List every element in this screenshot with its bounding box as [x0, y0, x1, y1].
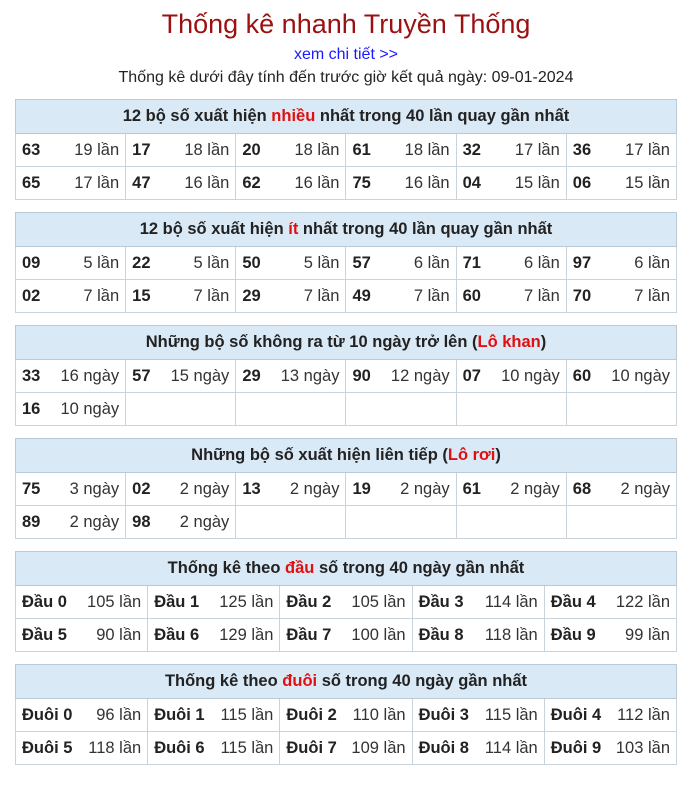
count-value: 2 ngày: [620, 479, 670, 498]
stat-cell: [280, 732, 412, 765]
stat-cell: [126, 247, 236, 280]
count-value: 129 lần: [219, 625, 274, 644]
count-value: 115 lần: [484, 705, 538, 724]
count-value: 105 lần: [87, 592, 142, 611]
stat-cell: [16, 247, 126, 280]
number-value: 57: [352, 253, 371, 272]
stat-cell: [280, 619, 412, 652]
number-value: 71: [462, 253, 481, 272]
stat-cell: [236, 360, 346, 393]
count-value: 17 lần: [514, 140, 560, 159]
number-value: 29: [242, 286, 261, 305]
count-value: 18 lần: [404, 140, 450, 159]
count-value: 12 ngày: [390, 366, 450, 385]
count-value: 5 lần: [193, 253, 230, 272]
count-value: 100 lần: [351, 625, 406, 644]
count-value: 125 lần: [219, 592, 274, 611]
stat-cell: [16, 619, 148, 652]
count-value: 16 lần: [404, 173, 450, 192]
stat-cell: [456, 134, 566, 167]
most-frequent-header: [16, 100, 677, 134]
count-value: 7 lần: [413, 286, 450, 305]
label-value: Đầu 8: [418, 625, 464, 644]
header-text: nhất trong 40 lần quay gần nhất: [315, 107, 570, 125]
stat-cell: [456, 247, 566, 280]
header-text: Những bộ số không ra từ 10 ngày trở lên (: [145, 333, 478, 351]
stat-cell: [544, 699, 676, 732]
stat-cell: [566, 134, 676, 167]
stat-cell: [566, 167, 676, 200]
number-value: 98: [132, 512, 151, 531]
empty-cell: [566, 506, 676, 539]
number-value: 57: [132, 366, 151, 385]
number-value: 06: [572, 173, 592, 192]
header-highlight: nhiều: [271, 107, 316, 125]
empty-cell: [456, 393, 566, 426]
duoi-stats-table: [15, 664, 677, 765]
count-value: 118 lần: [88, 738, 142, 757]
number-value: 33: [22, 366, 41, 385]
stat-cell: [16, 506, 126, 539]
count-value: 105 lần: [351, 592, 406, 611]
stat-cell: [16, 473, 126, 506]
number-value: 47: [132, 173, 151, 192]
label-value: Đầu 2: [286, 592, 332, 611]
table-row: [16, 167, 677, 200]
count-value: 15 lần: [625, 173, 670, 192]
count-value: 2 ngày: [510, 479, 560, 498]
empty-cell: [126, 393, 236, 426]
page-title: Thống kê nhanh Truyền Thống: [161, 9, 531, 39]
number-value: 75: [22, 479, 41, 498]
empty-cell: [456, 506, 566, 539]
stat-cell: [544, 586, 676, 619]
number-value: 09: [22, 253, 41, 272]
stat-cell: [236, 473, 346, 506]
number-value: 63: [22, 140, 41, 159]
count-value: 10 ngày: [501, 366, 560, 385]
least-frequent-header: [16, 213, 677, 247]
empty-cell: [236, 393, 346, 426]
stat-cell: [16, 134, 126, 167]
count-value: 6 lần: [413, 253, 450, 272]
label-value: Đầu 3: [418, 592, 464, 611]
label-value: Đầu 1: [154, 592, 200, 611]
label-value: Đuôi 4: [550, 705, 602, 724]
count-value: 114 lần: [484, 738, 538, 757]
stat-cell: [456, 360, 566, 393]
stat-cell: [280, 699, 412, 732]
count-value: 110 lần: [352, 705, 406, 724]
count-value: 99 lần: [625, 625, 670, 644]
count-value: 2 ngày: [69, 512, 120, 531]
dau-stats-table: [15, 551, 677, 652]
count-value: 112 lần: [617, 705, 670, 724]
header-highlight: đầu: [285, 559, 315, 577]
number-value: 04: [462, 173, 481, 192]
number-value: 32: [462, 140, 481, 159]
count-value: 6 lần: [524, 253, 560, 272]
stat-cell: [126, 134, 236, 167]
stat-cell: [412, 732, 544, 765]
label-value: Đầu 4: [550, 592, 596, 611]
label-value: Đuôi 1: [154, 705, 205, 724]
stat-cell: [346, 247, 456, 280]
stat-cell: [346, 167, 456, 200]
number-value: 61: [462, 479, 481, 498]
number-value: 29: [242, 366, 261, 385]
count-value: 16 lần: [294, 173, 340, 192]
table-row: [16, 473, 677, 506]
stat-cell: [126, 167, 236, 200]
number-value: 02: [132, 479, 151, 498]
number-value: 19: [352, 479, 371, 498]
number-value: 65: [22, 173, 41, 192]
stat-cell: [412, 586, 544, 619]
header-text: Thống kê theo: [167, 559, 286, 577]
count-value: 2 ngày: [289, 479, 340, 498]
table-row: [16, 247, 677, 280]
count-value: 109 lần: [351, 738, 406, 757]
least-frequent-table: [15, 212, 677, 313]
stat-cell: [566, 360, 676, 393]
empty-cell: [566, 393, 676, 426]
label-value: Đuôi 5: [22, 738, 73, 757]
count-value: 118 lần: [484, 625, 538, 644]
stat-cell: [126, 506, 236, 539]
label-value: Đầu 0: [22, 592, 67, 611]
stat-cell: [16, 360, 126, 393]
header-text: 12 bộ số xuất hiện: [139, 220, 289, 238]
count-value: 103 lần: [615, 738, 670, 757]
label-value: Đuôi 8: [418, 738, 469, 757]
count-value: 18 lần: [184, 140, 230, 159]
number-value: 89: [22, 512, 41, 531]
header-highlight: Lô khan: [477, 333, 541, 351]
stat-cell: [412, 619, 544, 652]
table-row: [16, 586, 677, 619]
most-frequent-table: [15, 99, 677, 200]
stat-cell: [346, 134, 456, 167]
stat-cell: [456, 280, 566, 313]
count-value: 90 lần: [96, 625, 142, 644]
number-value: 20: [242, 140, 261, 159]
number-value: 61: [352, 140, 371, 159]
table-row: [16, 619, 677, 652]
count-value: 10 ngày: [611, 366, 670, 385]
number-value: 50: [242, 253, 261, 272]
number-value: 15: [132, 286, 151, 305]
empty-cell: [346, 393, 456, 426]
stat-cell: [16, 280, 126, 313]
label-value: Đầu 5: [22, 625, 67, 644]
number-value: 60: [462, 286, 481, 305]
header-text: ): [495, 446, 501, 464]
number-value: 70: [572, 286, 592, 305]
header-text: nhất trong 40 lần quay gần nhất: [298, 220, 553, 238]
count-value: 16 lần: [184, 173, 230, 192]
count-value: 115 lần: [220, 705, 274, 724]
count-value: 7 lần: [634, 286, 670, 305]
count-value: 2 ngày: [179, 479, 230, 498]
label-value: Đuôi 6: [154, 738, 205, 757]
header-text: Những bộ số xuất hiện liên tiếp (: [191, 446, 448, 464]
view-detail-link[interactable]: xem chi tiết >>: [293, 46, 399, 63]
page-container: [15, 8, 677, 765]
number-value: 62: [242, 173, 261, 192]
label-value: Đuôi 7: [286, 738, 337, 757]
label-value: Đầu 6: [154, 625, 200, 644]
count-value: 7 lần: [83, 286, 120, 305]
header-text: 12 bộ số xuất hiện: [122, 107, 272, 125]
stat-cell: [148, 619, 280, 652]
stat-cell: [126, 280, 236, 313]
number-value: 22: [132, 253, 151, 272]
header-text: Thống kê theo: [164, 672, 283, 690]
stat-cell: [236, 247, 346, 280]
number-value: 16: [22, 399, 41, 418]
lo-roi-table: [15, 438, 677, 539]
table-row: [16, 699, 677, 732]
number-value: 75: [352, 173, 371, 192]
label-value: Đuôi 9: [550, 738, 602, 757]
lo-khan-table: [15, 325, 677, 426]
stat-cell: [236, 134, 346, 167]
page-subtitle: Thống kê dưới đây tính đến trước giờ kết quả ngày: 09-01-2024: [118, 69, 574, 86]
lo-roi-header: [16, 439, 677, 473]
stat-cell: [412, 699, 544, 732]
stat-cell: [346, 473, 456, 506]
label-value: Đuôi 2: [286, 705, 337, 724]
detail-link-row: [15, 45, 677, 65]
count-value: 18 lần: [294, 140, 340, 159]
number-value: 13: [242, 479, 261, 498]
count-value: 122 lần: [615, 592, 670, 611]
stat-cell: [566, 247, 676, 280]
stat-cell: [346, 280, 456, 313]
header-highlight: ít: [288, 220, 299, 238]
stat-cell: [16, 699, 148, 732]
stat-cell: [236, 280, 346, 313]
label-value: Đầu 7: [286, 625, 332, 644]
empty-cell: [236, 506, 346, 539]
table-row: [16, 134, 677, 167]
number-value: 02: [22, 286, 41, 305]
duoi-stats-header: [16, 665, 677, 699]
label-value: Đuôi 0: [22, 705, 73, 724]
count-value: 7 lần: [524, 286, 560, 305]
number-value: 49: [352, 286, 371, 305]
count-value: 5 lần: [83, 253, 120, 272]
stat-cell: [456, 167, 566, 200]
empty-cell: [346, 506, 456, 539]
header-highlight: Lô rơi: [447, 446, 496, 464]
count-value: 7 lần: [303, 286, 340, 305]
dau-stats-header: [16, 552, 677, 586]
count-value: 96 lần: [96, 705, 142, 724]
count-value: 10 ngày: [60, 399, 120, 418]
count-value: 6 lần: [634, 253, 670, 272]
count-value: 7 lần: [193, 286, 230, 305]
count-value: 115 lần: [220, 738, 274, 757]
stat-cell: [148, 586, 280, 619]
table-row: [16, 393, 677, 426]
count-value: 15 lần: [514, 173, 560, 192]
stat-cell: [544, 732, 676, 765]
stat-cell: [544, 619, 676, 652]
stat-cell: [16, 393, 126, 426]
number-value: 17: [132, 140, 151, 159]
count-value: 17 lần: [625, 140, 670, 159]
count-value: 5 lần: [303, 253, 340, 272]
stat-cell: [566, 280, 676, 313]
count-value: 15 ngày: [170, 366, 230, 385]
stat-cell: [566, 473, 676, 506]
table-row: [16, 360, 677, 393]
count-value: 19 lần: [74, 140, 120, 159]
count-value: 17 lần: [74, 173, 120, 192]
count-value: 13 ngày: [280, 366, 340, 385]
stat-cell: [456, 473, 566, 506]
header-text: số trong 40 ngày gần nhất: [317, 672, 528, 690]
header-highlight: đuôi: [282, 672, 318, 690]
number-value: 97: [572, 253, 592, 272]
table-row: [16, 280, 677, 313]
number-value: 60: [572, 366, 592, 385]
count-value: 2 ngày: [179, 512, 230, 531]
header-text: ): [540, 333, 547, 351]
stat-cell: [16, 586, 148, 619]
number-value: 07: [462, 366, 481, 385]
table-row: [16, 732, 677, 765]
number-value: 90: [352, 366, 371, 385]
stat-cell: [148, 699, 280, 732]
lo-khan-header: [16, 326, 677, 360]
stat-cell: [346, 360, 456, 393]
number-value: 36: [572, 140, 592, 159]
count-value: 3 ngày: [69, 479, 120, 498]
count-value: 2 ngày: [400, 479, 450, 498]
stat-cell: [16, 167, 126, 200]
stat-cell: [280, 586, 412, 619]
label-value: Đầu 9: [550, 625, 596, 644]
stat-cell: [126, 360, 236, 393]
stat-cell: [236, 167, 346, 200]
count-value: 114 lần: [484, 592, 538, 611]
stat-cell: [126, 473, 236, 506]
stat-cell: [148, 732, 280, 765]
number-value: 68: [572, 479, 592, 498]
table-row: [16, 506, 677, 539]
label-value: Đuôi 3: [418, 705, 469, 724]
header-text: số trong 40 ngày gần nhất: [314, 559, 525, 577]
stat-cell: [16, 732, 148, 765]
count-value: 16 ngày: [60, 366, 120, 385]
